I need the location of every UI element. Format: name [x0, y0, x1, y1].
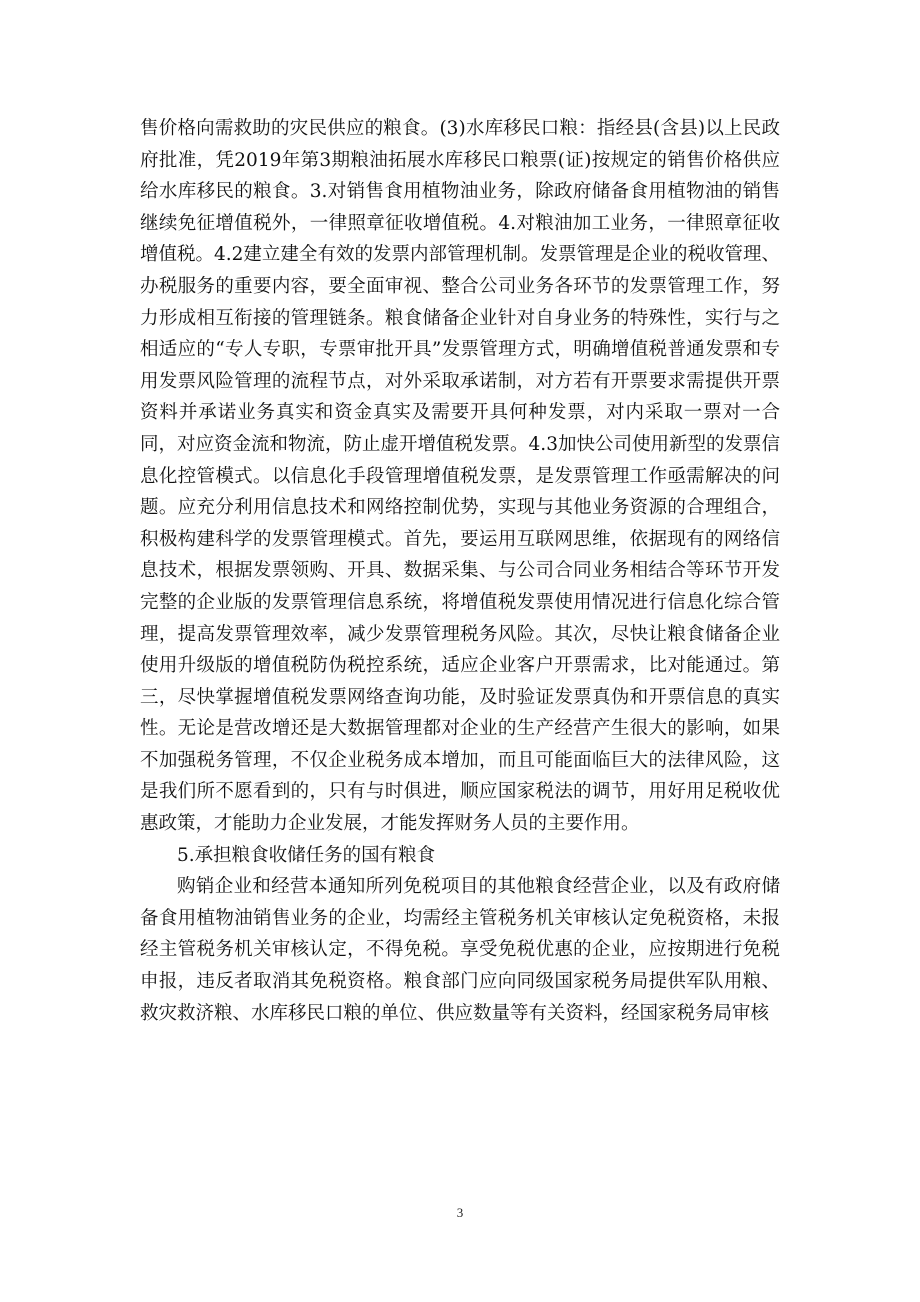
closing-paragraph: 购销企业和经营本通知所列免税项目的其他粮食经营企业，以及有政府储备食用植物油销售业务的企业，均需经主管税务机关审核认定免税资格，未报经主管税务机关审核认定，不得免税。享受免税优惠的企业，应按期进行免税申报，违反者取消其免税资格。粮食部门应向同级国家税务局提供军队用粮、救灾救济粮、水库移民口粮的单位、供应数量等有关资料，经国家税务局审核: [140, 876, 780, 1024]
section-heading: 5.承担粮食收储任务的国有粮食: [177, 844, 436, 866]
document-body: [140, 113, 780, 1029]
body-paragraph: 售价格向需救助的灾民供应的粮食。(3)水库移民口粮：指经县(含县)以上民政府批准，凭2019年第3期粮油拓展水库移民口粮票(证)按规定的销售价格供应给水库移民的粮食。3.对销售食用植物油业务，除政府储备食用植物油的销售继续免征增值税外，一律照章征收增值税。4.对粮油加工业务，一律照章征收增值税。4.2建立建全有效的发票内部管理机制。发票管理是企业的税收管理、办税服务的重要内容，要全面审视、整合公司业务各环节的发票管理工作，努力形成相互衔接的管理链条。粮食储备企业针对自身业务的特殊性，实行与之相适应的“专人专职，专票审批开具”发票管理方式，明确增值税普通发票和专用发票风险管理的流程节点，对外采取承诺制，对方若有开票要求需提供开票资料并承诺业务真实和资金真实及需要开具何种发票，对内采取一票对一合同，对应资金流和物流，防止虚开增值税发票。4.3加快公司使用新型的发票信息化控管模式。以信息化手段管理增值税发票，是发票管理工作亟需解决的问题。应充分利用信息技术和网络控制优势，实现与其他业务资源的合理组合，积极构建科学的发票管理模式。首先，要运用互联网思维，依据现有的网络信息技术，根据发票领购、开具、数据采集、与公司合同业务相结合等环节开发完整的企业版的发票管理信息系统，将增值税发票使用情况进行信息化综合管理，提高发票管理效率，减少发票管理税务风险。其次，尽快让粮食储备企业使用升级版的增值税防伪税控系统，适应企业客户开票需求，比对能通过。第三，尽快掌握增值税发票网络查询功能，及时验证发票真伪和开票信息的真实性。无论是营改增还是大数据管理都对企业的生产经营产生很大的影响，如果不加强税务管理，不仅企业税务成本增加，而且可能面临巨大的法律风险，这是我们所不愿看到的，只有与时俱进，顺应国家税法的调节，用好用足税收优惠政策，才能助力企业发展，才能发挥财务人员的主要作用。: [140, 118, 780, 835]
page-number: 3: [456, 1205, 464, 1220]
